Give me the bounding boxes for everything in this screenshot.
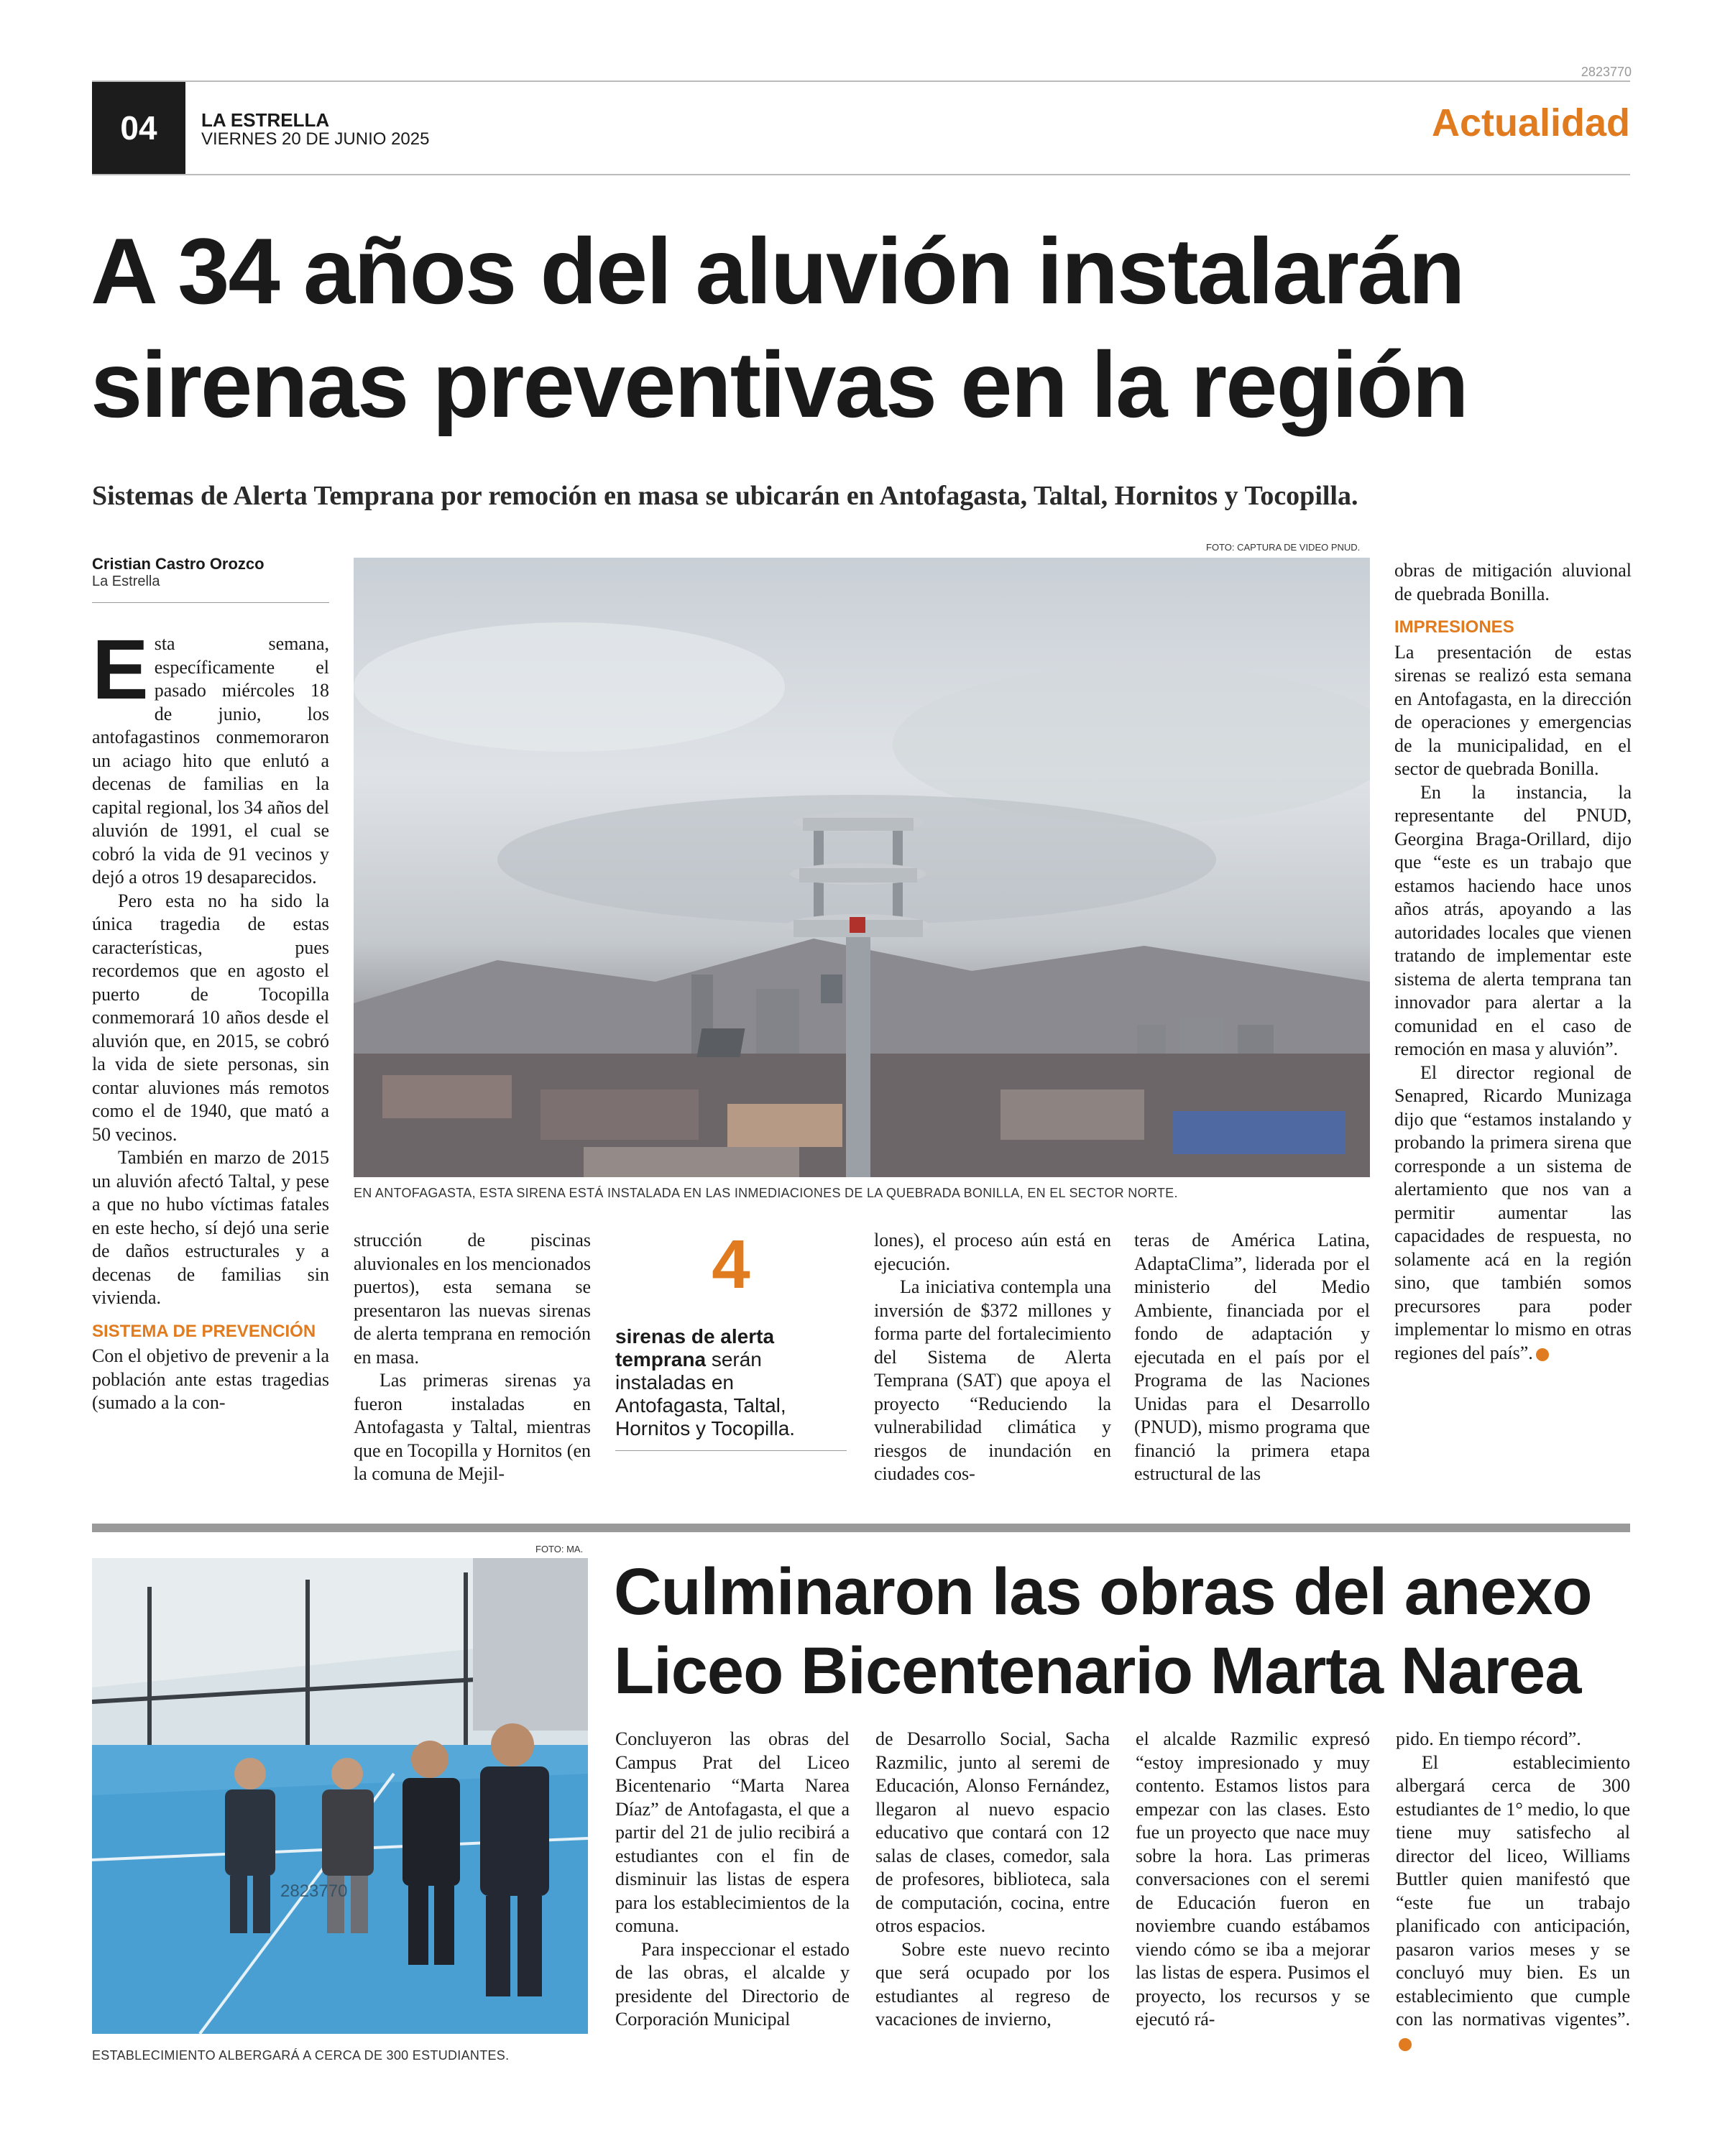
article2-column-1 <box>615 1728 850 2032</box>
header-rule-bottom <box>92 174 1630 175</box>
article-separator <box>92 1524 1630 1532</box>
headline-line-2: sirenas preventivas en la región <box>91 332 1468 437</box>
end-mark-icon <box>1399 2038 1412 2051</box>
paragraph: pido. En tiempo récord”. <box>1396 1728 1581 1749</box>
paragraph: La presentación de estas sirenas se realizó esta semana en Antofagasta, en la dirección de operaciones y emergencias de la municipalidad, en el sector de quebrada Bonilla. <box>1394 641 1632 779</box>
photo-caption: EN ANTOFAGASTA, ESTA SIRENA ESTÁ INSTALADA EN LAS INMEDIACIONES DE LA QUEBRADA BONILLA, EN EL SECTOR NORTE. <box>354 1186 1178 1200</box>
paragraph: Pero esta no ha sido la única tragedia de estas características, pues recordemos que en agosto el puerto de Tocopilla conmemorará 10 años desde el aluvión que, en 2015, se cobró la vida de siete personas, sin contar aluviones más remotos como el de 1940, que mató a 50 vecinos. <box>92 890 329 1145</box>
paragraph <box>1396 1751 1630 2055</box>
clip-id: 2823770 <box>1581 65 1632 79</box>
photo-illustration <box>354 558 1370 1177</box>
paragraph: lones), el proceso aún está en ejecución. <box>874 1230 1111 1274</box>
photo-caption-2: ESTABLECIMIENTO ALBERGARÁ A CERCA DE 300 ESTUDIANTES. <box>92 2048 510 2063</box>
paragraph <box>1394 1061 1632 1365</box>
headline-2-line-2: Liceo Bicentenario Marta Narea <box>614 1634 1581 1708</box>
article2-column-3 <box>1136 1728 1370 2032</box>
fact-number: 4 <box>712 1226 750 1303</box>
people-at-school-photo <box>92 1558 588 2034</box>
section-name: Actualidad <box>1431 101 1630 144</box>
paragraph-text: El director regional de Senapred, Ricardo Munizaga dijo que “estamos instalando y probando la primera sirena que corresponde a un sistema de alertamiento que nos van a permitir aumentar las capacidades de respuesta, no solamente acá en la región sino, que también somos precursores para poder implementar lo mismo en otras regiones del país”. <box>1394 1061 1632 1363</box>
paragraph: el alcalde Razmilic expresó “estoy impresionado y muy contento. Estamos listos para empezar con las clases. Esto fue un proyecto que nace muy sobre la hora. Las primeras conversaciones con el seremi de Educación fueron en noviembre cuando estábamos viendo cómo se iba a mejorar las listas de espera. Pusimos el proyecto, los recursos y se ejecutó rá- <box>1136 1728 1370 2030</box>
paragraph: La iniciativa contempla una inversión de $372 millones y forma parte del fortalecimiento del Sistema de Alerta Temprana (SAT) que apoya el proyecto “Reduciendo la vulnerabilidad climática y riesgos de inundación en ciudades cos- <box>874 1276 1111 1484</box>
byline-author: Cristian Castro Orozco <box>92 555 264 573</box>
page-number: 04 <box>120 109 157 147</box>
photo-credit-2: FOTO: MA. <box>535 1544 584 1554</box>
end-mark-icon <box>1536 1348 1549 1361</box>
fact-box <box>615 1226 847 1451</box>
sirena-tower-photo <box>354 558 1370 1177</box>
paragraph: Concluyeron las obras del Campus Prat del Liceo Bicentenario “Marta Narea Díaz” de Antofagasta, el que a partir del 21 de julio recibirá a estudiantes con el fin de disminuir las listas de espera para los establecimientos de la comuna. <box>615 1728 850 1936</box>
drop-cap: E <box>92 632 149 717</box>
paragraph-text: El establecimiento albergará cerca de 300 estudiantes de 1° medio, lo que tiene muy satisfecho al director del liceo, Williams Buttler quien manifestó que “este fue un trabajo planificado con anticipación, pasaron varios meses y se concluyó muy bien. Es un establecimiento que cumple con las normativas vigentes”. <box>1396 1751 1630 2030</box>
header-rule-top <box>92 80 1630 82</box>
byline <box>92 555 329 590</box>
page-number-box <box>92 82 185 174</box>
article2-column-4 <box>1396 1728 1630 2055</box>
paragraph: sta semana, específicamente el pasado miércoles 18 de junio, los antofagastinos conmemoraron un aciago hito que enlutó a decenas de familias en la capital regional, los 34 años del aluvión de 1991, el cual se cobró la vida de 91 vecinos y dejó a otros 19 desaparecidos. <box>92 633 329 888</box>
subheadline: Sistemas de Alerta Temprana por remoción en masa se ubicarán en Antofagasta, Taltal, Hornitos y Tocopilla. <box>92 481 1358 511</box>
headline-2 <box>614 1552 1634 1710</box>
article1-column-3 <box>874 1229 1111 1486</box>
byline-rule <box>92 602 329 603</box>
fact-text <box>615 1325 847 1440</box>
article2-column-2 <box>875 1728 1110 2032</box>
paragraph: Sobre este nuevo recinto que será ocupado por los estudiantes al regreso de vacaciones de invierno, <box>875 1938 1110 2030</box>
headline-line-1: A 34 años del aluvión instalarán <box>91 218 1464 323</box>
article1-column-5 <box>1394 559 1632 1365</box>
paragraph: Para inspeccionar el estado de las obras, el alcalde y presidente del Directorio de Corporación Municipal <box>615 1938 850 2030</box>
paragraph: Con el objetivo de prevenir a la población ante estas tragedias (sumado a la con- <box>92 1345 329 1413</box>
article1-column-2 <box>354 1229 591 1486</box>
subhead-sistema: SISTEMA DE PREVENCIÓN <box>92 1321 316 1341</box>
paragraph: En la instancia, la representante del PNUD, Georgina Braga-Orillard, dijo que “este es un trabajo que estamos haciendo hace unos años atrás, apoyando a las autoridades locales que vienen tratando de implementar este sistema de alerta temprana tan innovador para alertar a la comunidad en el caso de remoción en masa y aluvión”. <box>1394 781 1632 1059</box>
photo-credit: FOTO: CAPTURA DE VIDEO PNUD. <box>1206 542 1361 553</box>
article1-column-4 <box>1134 1229 1370 1486</box>
fact-box-rule <box>615 1450 847 1451</box>
photo-watermark: 2823770 <box>280 1881 348 1901</box>
fact-text-bold: sirenas de alerta temprana <box>615 1325 775 1370</box>
paragraph: Las primeras sirenas ya fueron instaladas en Antofagasta y Taltal, mientras que en Tocopilla y Hornitos (en la comuna de Mejil- <box>354 1370 591 1484</box>
paragraph: teras de América Latina, AdaptaClima”, liderada por el ministerio del Medio Ambiente, financiada por el fondo de adaptación y ejecutada en el país por el Programa de las Naciones Unidas para el Desarrollo (PNUD), mismo programa que financió la primera etapa estructural de las <box>1134 1230 1370 1484</box>
issue-date: VIERNES 20 DE JUNIO 2025 <box>201 129 430 149</box>
photo-illustration-2 <box>92 1558 588 2034</box>
newspaper-name: LA ESTRELLA <box>201 109 330 131</box>
subhead-impresiones: IMPRESIONES <box>1394 617 1514 637</box>
paragraph: También en marzo de 2015 un aluvión afectó Taltal, y pese a que no hubo víctimas fatales en este hecho, sí dejó una serie de daños estructurales y a decenas de familias sin vivienda. <box>92 1147 329 1308</box>
headline-2-line-1: Culminaron las obras del anexo <box>614 1555 1592 1628</box>
article1-column-1 <box>92 632 329 1495</box>
paragraph: strucción de piscinas aluvionales en los mencionados puertos), esta semana se presentaron las nuevas sirenas de alerta temprana en remoción en masa. <box>354 1230 591 1368</box>
paragraph: de Desarrollo Social, Sacha Razmilic, junto al seremi de Educación, Alonso Fernández, llegaron al nuevo espacio educativo que contará con 12 salas de clases, comedor, sala de profesores, biblioteca, sala de computación, cocina, entre otros espacios. <box>875 1728 1110 1936</box>
paragraph: obras de mitigación aluvional de quebrada Bonilla. <box>1394 560 1632 604</box>
headline <box>91 214 1636 441</box>
byline-outlet: La Estrella <box>92 573 160 589</box>
fact-text-rest: serán instaladas en Antofagasta, Taltal, Hornitos y Tocopilla. <box>615 1348 796 1439</box>
